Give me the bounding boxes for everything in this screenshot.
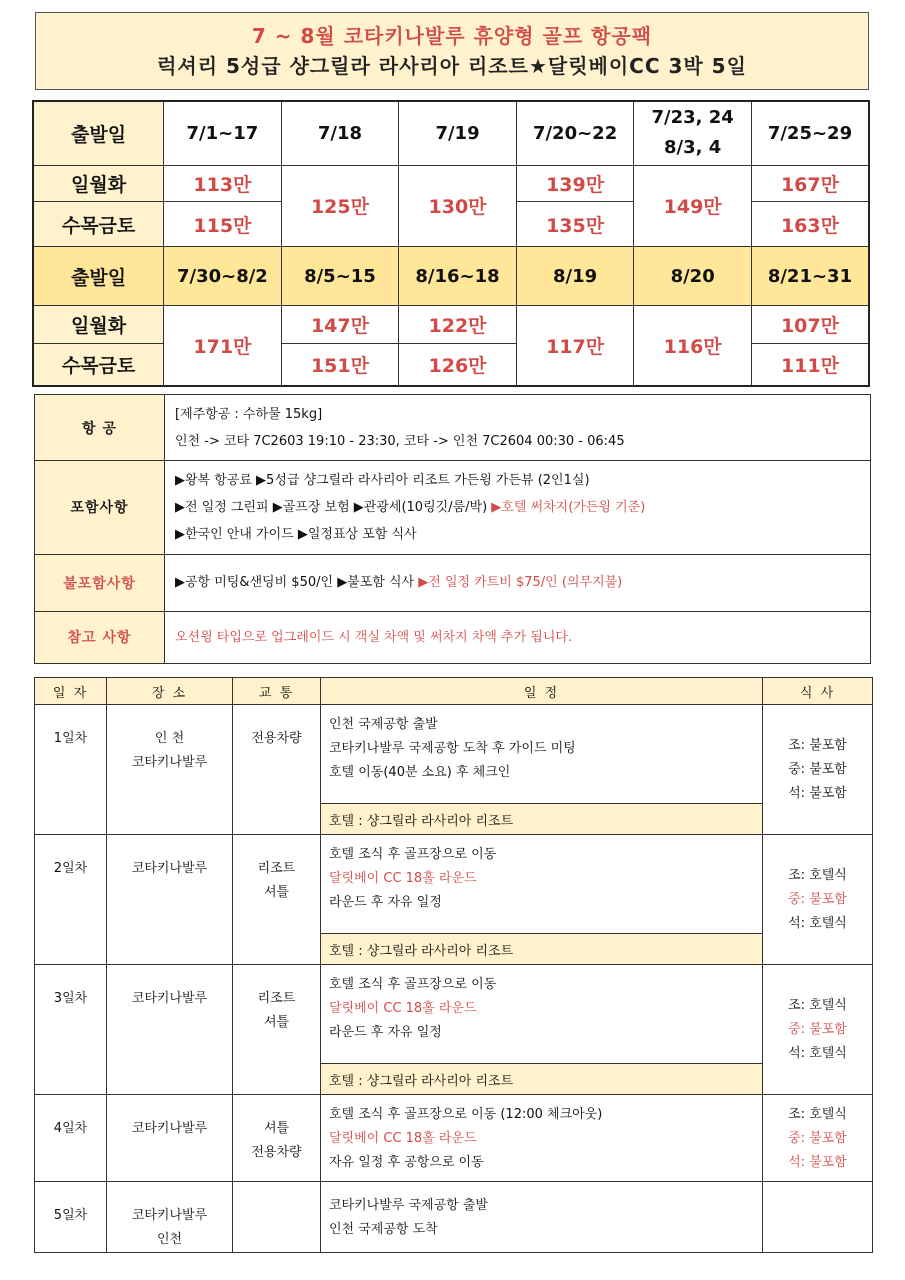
itinerary-line: 코타키나발루 국제공항 도착 후 가이드 미팅 [329, 741, 576, 756]
flight-line: 인천 -> 코타 7C2603 19:10 - 23:30, 코타 -> 인천 7C2604 00:30 - 06:45 [175, 433, 625, 449]
transport-line: 전용차량 [251, 1145, 302, 1160]
date-cell: 7/25~29 [751, 101, 869, 165]
itinerary-cell [321, 965, 763, 1064]
included-surcharge-text: ▶호텔 써차지(가든윙 기준) [491, 499, 646, 515]
date-cell: 7/30~8/2 [164, 247, 282, 306]
itinerary-line-golf: 달릿베이 CC 18홀 라운드 [329, 1131, 477, 1146]
price-cell: 130만 [399, 165, 517, 246]
included-label: 포함사항 [35, 461, 165, 554]
info-table [34, 394, 871, 664]
meal-line: 석: 불포함 [788, 785, 847, 801]
price-cell: 107만 [751, 306, 869, 344]
title-line-1: 7 ~ 8월 코타키나발루 휴양형 골프 항공팩 [251, 24, 653, 48]
meal-line: 중: 불포함 [788, 1131, 847, 1146]
place-cell: 코타키나발루 [107, 835, 233, 965]
meal-cell [763, 835, 873, 965]
transport-line: 셔틀 [263, 1015, 290, 1030]
header-place: 장 소 [107, 678, 233, 705]
price-cell: 151만 [281, 343, 399, 386]
excluded-text: ▶공항 미팅&샌딩비 $50/인 ▶불포함 식사 [175, 575, 419, 591]
itinerary-line: 호텔 조식 후 골프장으로 이동 [329, 977, 497, 992]
itinerary-line: 호텔 이동(40분 소요) 후 체크인 [329, 765, 511, 780]
included-text: ▶전 일정 그린피 ▶골프장 보험 ▶관광세(10링깃/룸/박) [175, 499, 492, 515]
itinerary-line: 라운드 후 자유 일정 [329, 1025, 442, 1040]
excluded-row [35, 554, 871, 611]
included-content [165, 461, 871, 554]
meal-line: 석: 호텔식 [788, 1045, 847, 1061]
hotel-cell: 호텔 : 샹그릴라 라사리아 리조트 [321, 804, 763, 835]
price-cell: 163만 [751, 202, 869, 247]
meal-line: 중: 불포함 [788, 761, 847, 777]
weekday-label: 수목금토 [33, 343, 164, 386]
price-cell: 147만 [281, 306, 399, 344]
header-transport: 교 통 [233, 678, 321, 705]
place-cell [107, 705, 233, 835]
day-label: 1일차 [35, 705, 107, 835]
day-label: 3일차 [35, 965, 107, 1095]
transport-line: 셔틀 [263, 885, 290, 900]
price-cell: 126만 [399, 343, 517, 386]
included-line: ▶한국인 안내 가이드 ▶일정표상 포함 식사 [175, 526, 417, 542]
day-row [35, 965, 873, 1064]
flight-content [165, 395, 871, 461]
header-meal: 식 사 [763, 678, 873, 705]
price-cell: 149만 [634, 165, 752, 246]
date-cell: 8/21~31 [751, 247, 869, 306]
itinerary-line: 호텔 조식 후 골프장으로 이동 (12:00 체크아웃) [329, 1107, 603, 1122]
date-line: 7/23, 24 [651, 107, 734, 129]
weekday-label: 일월화 [33, 306, 164, 344]
flight-line: [제주항공 : 수하물 15kg] [175, 406, 323, 422]
excluded-content [165, 554, 871, 611]
price-header-row-1 [33, 101, 869, 165]
place-cell [107, 1182, 233, 1253]
weekday-label: 수목금토 [33, 202, 164, 247]
price-cell: 117만 [516, 306, 634, 386]
header-itinerary: 일 정 [321, 678, 763, 705]
flight-row [35, 395, 871, 461]
price-cell: 116만 [634, 306, 752, 386]
transport-cell [233, 835, 321, 965]
itinerary-line: 자유 일정 후 공항으로 이동 [329, 1155, 484, 1170]
header-date: 일 자 [35, 678, 107, 705]
itinerary-line: 인천 국제공항 출발 [329, 717, 438, 732]
price-row [33, 165, 869, 202]
depart-label: 출발일 [33, 101, 164, 165]
meal-line: 석: 불포함 [788, 1155, 847, 1170]
hotel-cell: 호텔 : 샹그릴라 라사리아 리조트 [321, 1064, 763, 1095]
transport-cell: 전용차량 [233, 705, 321, 835]
itinerary-line: 라운드 후 자유 일정 [329, 895, 442, 910]
price-cell: 115만 [164, 202, 282, 247]
title-line-2: 럭셔리 5성급 샹그릴라 라사리아 리조트★달릿베이CC 3박 5일 [157, 54, 747, 78]
day-row [35, 1182, 873, 1253]
itinerary-line: 인천 국제공항 도착 [329, 1222, 438, 1237]
meal-line: 중: 불포함 [788, 891, 847, 907]
title-box [35, 12, 869, 90]
itinerary-line-golf: 달릿베이 CC 18홀 라운드 [329, 871, 477, 886]
meal-cell [763, 1095, 873, 1182]
price-cell: 113만 [164, 165, 282, 202]
included-line: ▶왕복 항공료 ▶5성급 샹그릴라 라사리아 리조트 가든윙 가든뷰 (2인1실) [175, 472, 590, 488]
day-label: 4일차 [35, 1095, 107, 1182]
date-cell: 7/18 [281, 101, 399, 165]
itinerary-cell [321, 1182, 763, 1253]
included-row [35, 461, 871, 554]
itinerary-line-golf: 달릿베이 CC 18홀 라운드 [329, 1001, 477, 1016]
itinerary-cell [321, 835, 763, 934]
price-cell: 135만 [516, 202, 634, 247]
date-cell [634, 101, 752, 165]
price-cell: 139만 [516, 165, 634, 202]
hotel-cell: 호텔 : 샹그릴라 라사리아 리조트 [321, 934, 763, 965]
schedule-header-row [35, 678, 873, 705]
meal-line: 조: 불포함 [788, 737, 847, 753]
date-cell: 8/16~18 [399, 247, 517, 306]
included-line [175, 494, 870, 521]
note-row [35, 611, 871, 663]
date-cell: 7/1~17 [164, 101, 282, 165]
meal-line: 석: 호텔식 [788, 915, 847, 931]
place-line: 코타키나발루 [131, 1208, 208, 1223]
itinerary-cell [321, 705, 763, 804]
day-label: 2일차 [35, 835, 107, 965]
price-header-row-2 [33, 247, 869, 306]
date-cell: 8/20 [634, 247, 752, 306]
date-cell: 8/5~15 [281, 247, 399, 306]
depart-label: 출발일 [33, 247, 164, 306]
meal-cell-empty [763, 1182, 873, 1253]
transport-cell-empty [233, 1182, 321, 1253]
note-label: 참고 사항 [35, 611, 165, 663]
meal-line: 조: 호텔식 [788, 1107, 847, 1122]
date-cell: 7/20~22 [516, 101, 634, 165]
weekday-label: 일월화 [33, 165, 164, 202]
meal-cell [763, 705, 873, 835]
place-cell: 코타키나발루 [107, 1095, 233, 1182]
price-row [33, 306, 869, 344]
note-content: 오션윙 타입으로 업그레이드 시 객실 차액 및 써차지 차액 추가 됩니다. [165, 611, 871, 663]
day-row [35, 705, 873, 804]
price-cell: 167만 [751, 165, 869, 202]
price-table [32, 100, 870, 387]
place-line: 인천 [156, 1232, 183, 1247]
day-label: 5일차 [35, 1182, 107, 1253]
date-line: 8/3, 4 [664, 137, 722, 159]
meal-line: 조: 호텔식 [788, 997, 847, 1013]
price-cell: 171만 [164, 306, 282, 386]
transport-line: 셔틀 [263, 1121, 290, 1136]
transport-line: 리조트 [257, 991, 296, 1006]
price-cell: 111만 [751, 343, 869, 386]
meal-cell [763, 965, 873, 1095]
day-row [35, 835, 873, 934]
place-line: 코타키나발루 [131, 755, 208, 770]
price-cell: 125만 [281, 165, 399, 246]
transport-line: 리조트 [257, 861, 296, 876]
itinerary-line: 코타키나발루 국제공항 출발 [329, 1198, 488, 1213]
date-cell: 8/19 [516, 247, 634, 306]
flight-label: 항 공 [35, 395, 165, 461]
place-cell: 코타키나발루 [107, 965, 233, 1095]
transport-cell [233, 1095, 321, 1182]
price-cell: 122만 [399, 306, 517, 344]
excluded-label: 불포함사항 [35, 554, 165, 611]
place-line: 인 천 [154, 731, 185, 746]
transport-cell [233, 965, 321, 1095]
day-row [35, 1095, 873, 1182]
date-cell: 7/19 [399, 101, 517, 165]
schedule-table [34, 677, 873, 1253]
itinerary-cell [321, 1095, 763, 1182]
excluded-cart-text: ▶전 일정 카트비 $75/인 (의무지불) [418, 575, 623, 591]
itinerary-line: 호텔 조식 후 골프장으로 이동 [329, 847, 497, 862]
meal-line: 조: 호텔식 [788, 867, 847, 883]
meal-line: 중: 불포함 [788, 1021, 847, 1037]
